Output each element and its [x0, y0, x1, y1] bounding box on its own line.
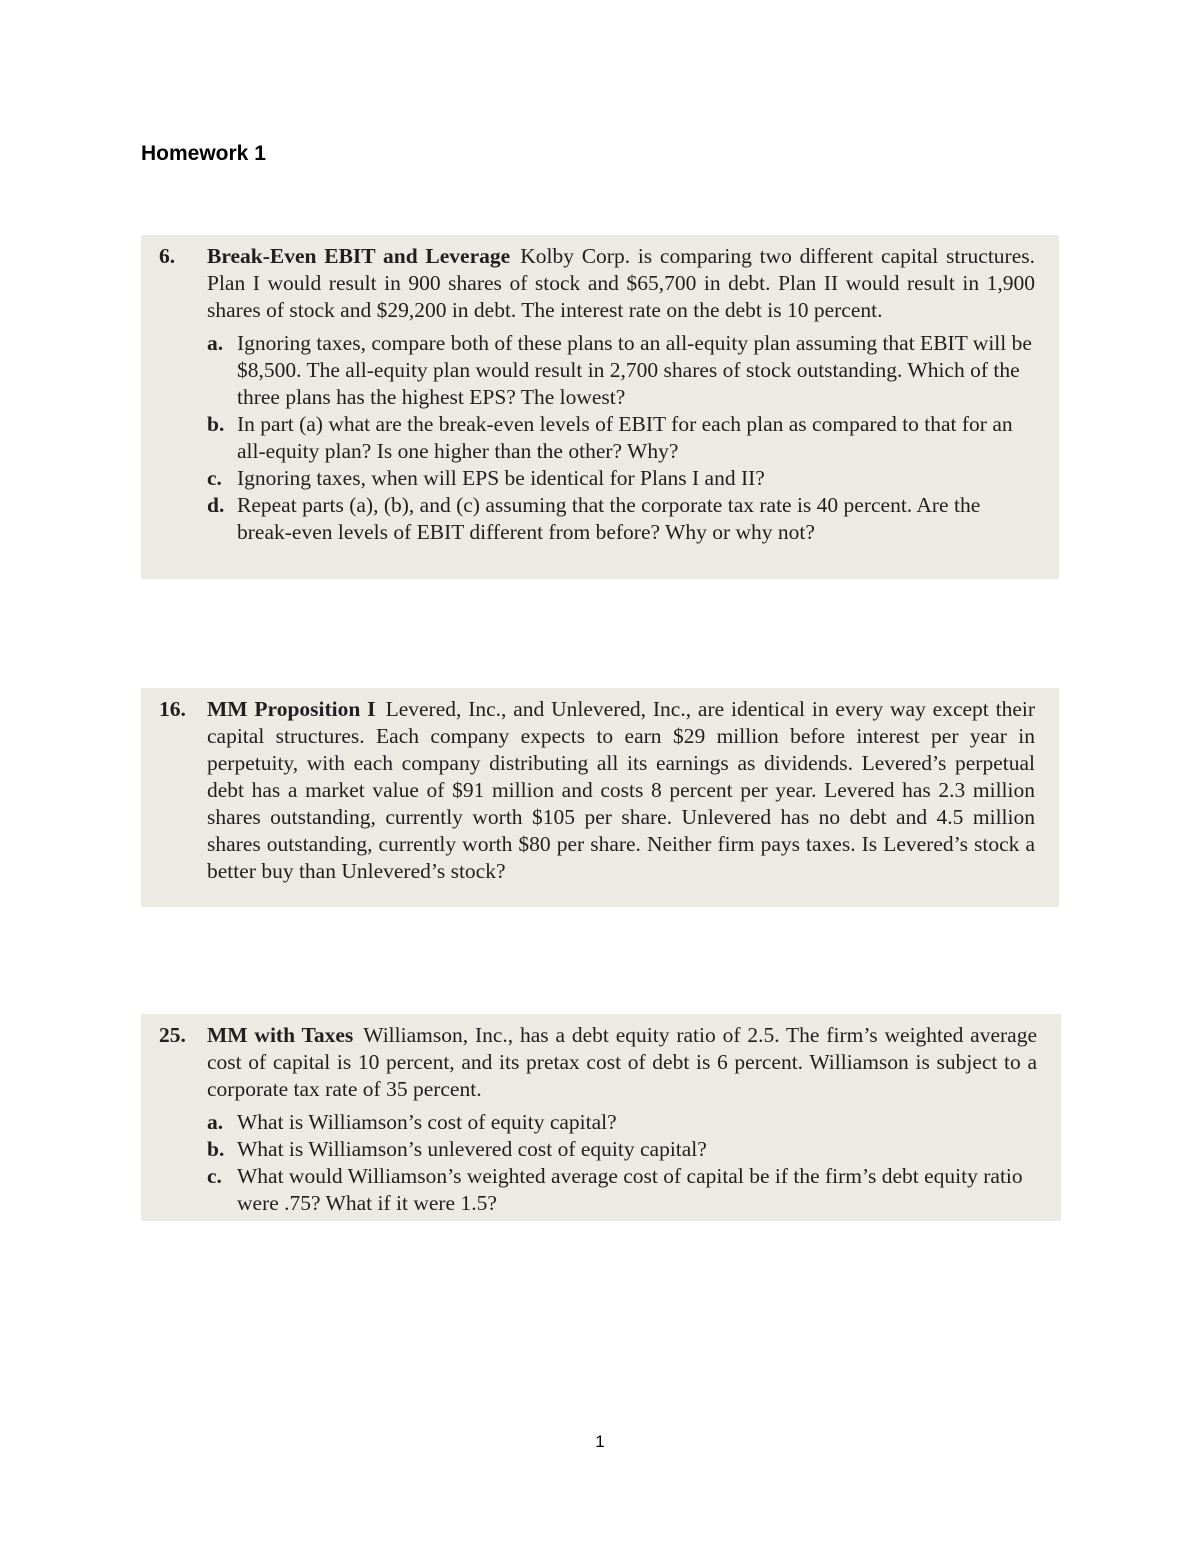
problem-title: MM with Taxes	[207, 1023, 354, 1047]
page-title: Homework 1	[141, 142, 266, 165]
subpart-a	[207, 330, 1035, 411]
problem-25	[141, 1014, 1061, 1221]
subpart-letter: c.	[207, 1164, 222, 1188]
problem-statement	[207, 243, 1035, 324]
problem-number: 25.	[159, 1023, 186, 1047]
problem-number: 6.	[159, 244, 176, 268]
problem-title: Break-Even EBIT and Leverage	[207, 244, 511, 268]
subparts-list	[207, 330, 1035, 546]
problem-statement	[207, 1022, 1037, 1103]
problem-title: MM Proposition I	[207, 697, 376, 721]
subpart-letter: a.	[207, 1110, 224, 1134]
subparts-list	[207, 1109, 1037, 1217]
subpart-b	[207, 1136, 1037, 1163]
subpart-letter: a.	[207, 331, 224, 355]
problem-statement	[207, 696, 1035, 885]
subpart-a	[207, 1109, 1037, 1136]
subpart-text: Repeat parts (a), (b), and (c) assuming that the corporate tax rate is 40 percent. Are the break-even levels of EBIT different from before? Why or why not?	[237, 493, 981, 544]
subpart-b	[207, 411, 1035, 465]
subpart-c	[207, 1163, 1037, 1217]
problem-16	[141, 688, 1059, 907]
page-number: 1	[595, 1432, 605, 1451]
subpart-d	[207, 492, 1035, 546]
problem-6	[141, 235, 1059, 579]
problem-text: Williamson, Inc., has a debt equity ratio of 2.5. The firm’s weighted average cost of capital is 10 percent, and its pretax cost of debt is 6 percent. Williamson is subject to a corporate tax rate of 35 percent.	[207, 1023, 1037, 1101]
problem-number: 16.	[159, 697, 186, 721]
subpart-letter: d.	[207, 493, 225, 517]
subpart-letter: b.	[207, 1137, 225, 1161]
subpart-letter: b.	[207, 412, 225, 436]
subpart-text: Ignoring taxes, compare both of these plans to an all-equity plan assuming that EBIT will be $8,500. The all-equity plan would result in 2,700 shares of stock outstanding. Which of the three plans has the highest EPS? The lowest?	[237, 331, 1032, 409]
problem-text: Kolby Corp. is comparing two different capital structures. Plan I would result in 900 shares of stock and $65,700 in debt. Plan II would result in 1,900 shares of stock and $29,200 in debt. The interest rate on the debt is 10 percent.	[207, 244, 1035, 322]
subpart-text: In part (a) what are the break-even levels of EBIT for each plan as compared to that for an all-equity plan? Is one higher than the other? Why?	[237, 412, 1013, 463]
subpart-text: What would Williamson’s weighted average cost of capital be if the firm’s debt equity ratio were .75? What if it were 1.5?	[237, 1164, 1023, 1215]
subpart-letter: c.	[207, 466, 222, 490]
subpart-text: Ignoring taxes, when will EPS be identical for Plans I and II?	[237, 466, 765, 490]
subpart-text: What is Williamson’s unlevered cost of equity capital?	[237, 1137, 707, 1161]
subpart-text: What is Williamson’s cost of equity capital?	[237, 1110, 617, 1134]
problem-text: Levered, Inc., and Unlevered, Inc., are identical in every way except their capital structures. Each company expects to earn $29 million before interest per year in perpetuity, with each company distributing all its earnings as dividends. Levered’s perpetual debt has a market value of $91 million and costs 8 percent per year. Levered has 2.3 million shares outstanding, currently worth $105 per share. Unlevered has no debt and 4.5 million shares outstanding, currently worth $80 per share. Neither firm pays taxes. Is Levered’s stock a better buy than Unlevered’s stock?	[207, 697, 1035, 883]
subpart-c	[207, 465, 1035, 492]
